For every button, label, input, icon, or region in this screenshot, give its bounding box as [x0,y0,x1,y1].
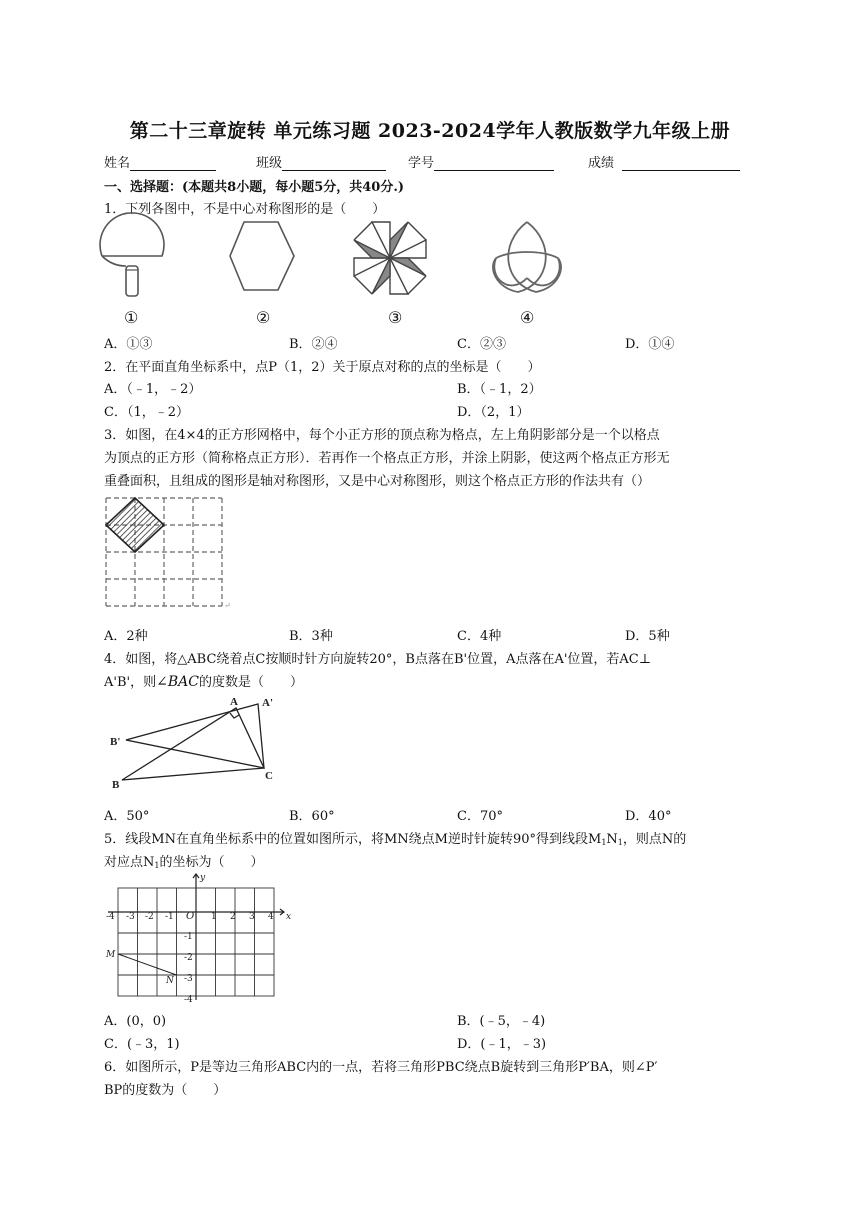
q1-option-d[interactable]: D．①④ [625,337,675,352]
q5-xtick-2: -2 [145,912,154,922]
q4-option-b[interactable]: B．60° [289,809,335,824]
q4-triangle-figure [108,694,288,790]
q5-stem-line1 [104,828,686,847]
q3-stem-line3: 重叠面积，且组成的图形是轴对称图形，又是中心对称图形，则这个格点正方形的作法共有（） [104,474,651,489]
q4-stem-line2 [104,671,303,690]
q5-xtick-6: 2 [230,912,236,922]
class-blank[interactable] [282,156,386,171]
page-title: 第二十三章旋转 单元练习题 2023-2024学年人教版数学九年级上册 [129,120,731,142]
q5-option-d[interactable]: D．(﹣1，﹣3) [457,1037,547,1052]
q1-label-2: ② [256,308,271,327]
q5-point-n: N [166,976,174,986]
q3-option-d[interactable]: D．5种 [625,629,670,644]
q5-axis-x: x [286,912,292,922]
q1-label-3: ③ [388,308,403,327]
q1-option-c[interactable]: C．②③ [457,337,506,352]
id-field[interactable] [408,152,554,171]
q1-label-4: ④ [520,308,535,327]
q5-stem2-post: 的坐标为（ ） [159,855,264,870]
q1-label-1: ① [124,308,139,327]
q5-sub-n1: 1 [154,861,160,870]
q5-stem-pre: 5．线段MN在直角坐标系中的位置如图所示，将MN绕点M逆时针旋转90°得到线段M [104,832,602,847]
q2-option-a[interactable]: A．（﹣1，﹣2） [104,382,202,397]
q1-figure-3 [352,220,428,296]
q4-option-c[interactable]: C．70° [457,809,503,824]
q2-option-b[interactable]: B．（﹣1，2） [457,382,542,397]
q5-xtick-8: 4 [268,912,274,922]
q5-option-c[interactable]: C．(﹣3，1) [104,1037,180,1052]
q5-stem-post: ，则点N的 [622,832,687,847]
class-label: 班级 [256,156,283,171]
q5-xtick-3: -1 [165,912,174,922]
q4-label-a: A [230,696,238,708]
q5-ytick-0: -1 [184,932,193,942]
score-label: 成绩 [588,156,615,171]
q5-xtick-0: -4 [106,912,115,922]
q5-ytick-2: -3 [184,974,193,984]
q3-option-c[interactable]: C．4种 [457,629,502,644]
q4-stem-post: 的度数是（ ） [198,675,303,690]
q4-label-b: B [112,779,120,791]
q1-stem: 1．下列各图中，不是中心对称图形的是（ ） [104,202,386,217]
q3-option-a[interactable]: A．2种 [104,629,148,644]
id-label: 学号 [408,156,435,171]
q5-xtick-5: 1 [211,912,217,922]
q5-ytick-1: -2 [184,953,193,963]
id-blank[interactable] [434,156,554,171]
q1-figure-1 [98,218,168,300]
q2-stem: 2．在平面直角坐标系中，点P（1，2）关于原点对称的点的坐标是（ ） [104,360,541,375]
q1-option-b[interactable]: B．②④ [289,337,338,352]
name-label: 姓名 [104,156,131,171]
q4-stem-line1: 4．如图，将△ABC绕着点C按顺时针方向旋转20°，B点落在B'位置，A点落在A'位置，若AC⊥ [104,652,651,667]
q5-origin: O [186,911,195,922]
q4-angle-bac: ∠BAC [156,674,199,690]
q5-xtick-1: -3 [126,912,135,922]
q5-stem-mid: N [606,832,618,847]
q5-coordinate-grid [104,870,294,1004]
class-field[interactable] [256,152,386,171]
q3-stem-line1: 3．如图，在4×4的正方形网格中，每个小正方形的顶点称为格点，左上角阴影部分是一个以格点 [104,428,660,443]
section-heading: 一、选择题：(本题共8小题，每小题5分，共40分.) [104,180,405,195]
q1-option-a[interactable]: A．①③ [104,337,153,352]
q4-option-d[interactable]: D．40° [625,809,672,824]
q5-axis-y: y [200,873,206,883]
q5-ytick-3: -4 [184,995,193,1005]
q4-stem-pre: A'B'，则 [104,675,157,690]
name-blank[interactable] [130,156,216,171]
q3-grid-figure [104,496,234,610]
name-field[interactable] [104,152,216,171]
q4-label-c: C [265,770,273,782]
q5-option-a[interactable]: A．(0，0) [104,1014,167,1029]
q2-option-c[interactable]: C．（1，﹣2） [104,405,189,420]
q5-sub-m: 1 [601,838,607,847]
q4-label-a-prime: A' [262,697,273,709]
q5-sub-n: 1 [617,838,623,847]
q5-option-b[interactable]: B．(﹣5，﹣4) [457,1014,546,1029]
q1-figure-4 [486,218,568,298]
q3-stem-line2: 为顶点的正方形（简称格点正方形）．若再作一个格点正方形，并涂上阴影，使这两个格点正方形无 [104,451,670,466]
q5-stem2-pre: 对应点N [104,855,155,870]
q1-figure-2 [228,220,296,292]
q4-label-b-prime: B' [110,736,121,748]
q3-option-b[interactable]: B．3种 [289,629,333,644]
q6-stem-line1: 6．如图所示，P是等边三角形ABC内的一点，若将三角形PBC绕点B旋转到三角形P′BA，则∠P′ [104,1060,658,1075]
q4-option-a[interactable]: A．50° [104,809,150,824]
q5-point-m: M [106,950,116,960]
score-field[interactable] [588,152,740,171]
q5-stem-line2 [104,851,264,870]
q5-xtick-7: 3 [249,912,255,922]
svg-text:↵: ↵ [224,601,231,610]
q6-stem-line2: BP的度数为（ ） [104,1083,227,1098]
q2-option-d[interactable]: D．（2，1） [457,405,530,420]
score-blank[interactable] [622,156,740,171]
